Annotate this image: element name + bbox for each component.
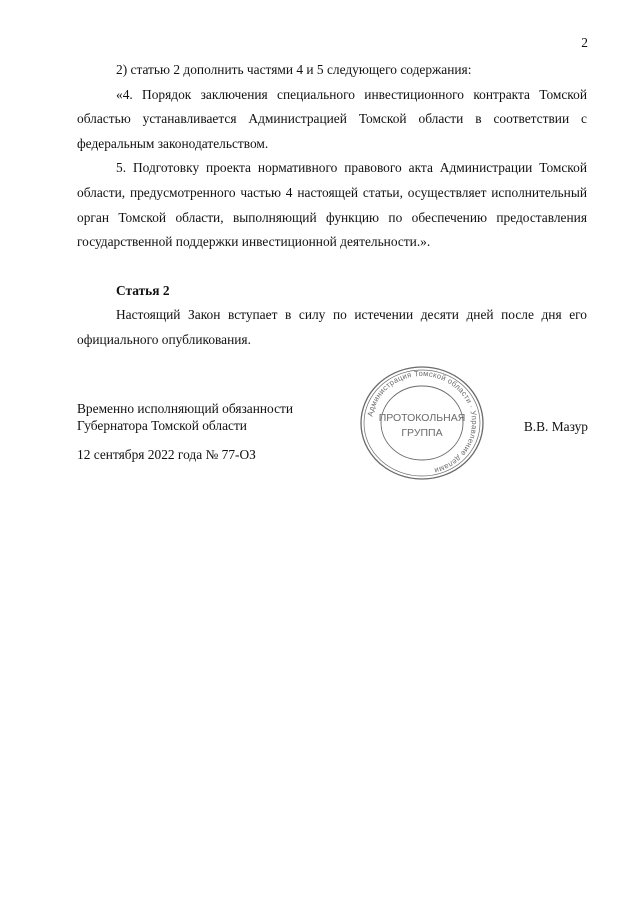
official-stamp [358, 364, 486, 482]
stamp-inner-line-1: ПРОТОКОЛЬНАЯ [378, 412, 466, 424]
article-2-title: Статья 2 [116, 282, 170, 298]
amendment-intro: 2) статью 2 дополнить частями 4 и 5 следующего содержания: [116, 62, 472, 77]
signer-position-line-2: Губернатора Томской области [77, 418, 247, 433]
amendment-part-4: «4. Порядок заключения специального инвестиционного контракта Томской областью устанавливается Администрацией Томской области в соответствии с федеральным законодательством. [77, 86, 587, 151]
page-number: 2 [581, 35, 588, 50]
article-2-text: Настоящий Закон вступает в силу по истечении десяти дней после дня его официального опубликования. [77, 307, 587, 347]
law-date-number: 12 сентября 2022 года № 77-ОЗ [77, 447, 256, 462]
stamp-inner-line-2: ГРУППА [401, 427, 443, 439]
signer-name: В.В. Мазур [523, 419, 588, 434]
signer-position [77, 400, 293, 434]
amendment-part-5: 5. Подготовку проекта нормативного правового акта Администрации Томской области, предусмотренного частью 4 настоящей статьи, осуществляет исполнительный орган Томской области, выполняющий функцию по обеспечению предоставления государственной поддержки инвестиционной деятельности.». [77, 160, 587, 250]
spacer [77, 255, 587, 279]
stamp-outer-text-path: Администрация Томской области · Управление делами [365, 368, 480, 476]
document-body [77, 58, 587, 353]
signer-position-line-1: Временно исполняющий обязанности [77, 401, 294, 416]
